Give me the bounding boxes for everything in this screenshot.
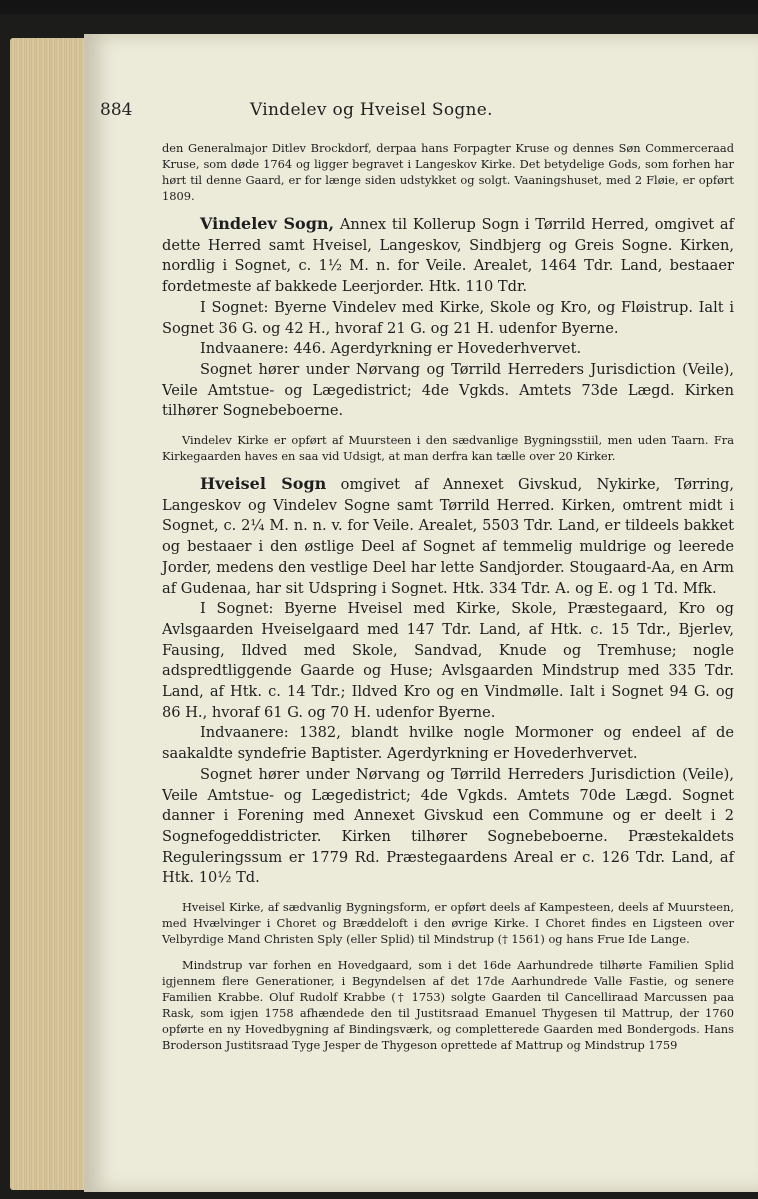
page-content xyxy=(162,140,734,1063)
hveisel-paragraph-4: Sognet hører under Nørvang og Tørrild Herreders Jurisdiction (Veile), Veile Amtstue- og Lægedistrict; 4de Vgkds. Amtets 70de Lægd. Sognet danner i Forening med Annexet Givskud een Commune og er deelt i 2 Sognefogeddistricter. Kirken tilhører Sognebeboerne. Præstekaldets Reguleringssum er 1779 Rd. Præstegaardens Areal er c. 126 Tdr. Land, af Htk. 10½ Td. xyxy=(162,765,734,887)
page-number: 884 xyxy=(100,100,133,120)
hveisel-paragraph-2: I Sognet: Byerne Hveisel med Kirke, Skole, Præstegaard, Kro og Avlsgaarden Hveiselgaard med 147 Tdr. Land, af Htk. c. 15 Tdr., Bjerlev, Fausing, Ildved med Skole, Sandvad, Knude og Tremhuse; nogle adspredtliggende Gaarde og Huse; Avlsgaarden Mindstrup med 335 Tdr. Land, af Htk. c. 14 Tdr.; Ildved Kro og en Vindmølle. Ialt i Sognet 94 G. og 86 H., hvoraf 61 G. og 70 H. udenfor Byerne. xyxy=(162,600,734,721)
vindelev-paragraph-1 xyxy=(162,214,734,298)
page-edges xyxy=(10,38,88,1190)
spacer xyxy=(162,422,734,432)
hveisel-p1-text: omgivet af Annexet Givskud, Nykirke, Tørring, Langeskov og Vindelev Sogne samt Tørrild Herred. Kirken, omtrent midt i Sognet, c. 2¼ M. n. n. v. for Veile. Arealet, 5503 Tdr. Land, er tildeels bakket og bestaaer i den østlige Deel af Sognet af temmelig muldrige og leerede Jorder, medens den vestlige Deel har lette Sandjorder. Stougaard-Aa, en Arm af Gudenaa, har sit Udspring i Sognet. Htk. 334 Tdr. A. og E. og 1 Td. Mfk. xyxy=(162,476,735,597)
vindelev-p1-text: Annex til Kollerup Sogn i Tørrild Herred, omgivet af dette Herred samt Hveisel, Langeskov, Sindbjerg og Greis Sogne. Kirken, nordlig i Sognet, c. 1½ M. n. for Veile. Arealet, 1464 Tdr. Land, bestaaer fordetmeste af bakkede Leerjorder. Htk. 110 Tdr. xyxy=(162,216,735,296)
page-header xyxy=(100,100,540,130)
hveisel-note-1: Hveisel Kirke, af sædvanlig Bygningsform, er opført deels af Kampesteen, deels af Muursteen, med Hvælvinger i Choret og Bræddeloft i den øvrige Kirke. I Choret findes en Ligsteen over Velbyrdige Mand Christen Sply (eller Splid) til Mindstrup († 1561) og hans Frue Ide Lange. xyxy=(162,900,734,947)
hveisel-paragraph-1 xyxy=(162,474,734,599)
hveisel-note-2: Mindstrup var forhen en Hovedgaard, som i det 16de Aarhundrede tilhørte Familien Splid igjennem flere Generationer, i Begyndelsen af det 17de Aarhundrede Valle Fastie, og senere Familien Krabbe. Oluf Rudolf Krabbe († 1753) solgte Gaarden til Cancelliraad Marcussen paa Rask, som igjen 1758 afhændede den til Justitsraad Emanuel Thygesen til Mattrup, der 1760 opførte en ny Hovedbygning af Bindingsværk, og completterede Gaarden med Bondergods. Hans Broderson Justitsraad Tyge Jesper de Thygeson oprettede af Mattrup og Mindstrup 1759 xyxy=(162,958,734,1053)
hveisel-paragraph-3: Indvaanere: 1382, blandt hvilke nogle Mormoner og endeel af de saakaldte syndefrie Baptister. Agerdyrkning er Hovederhvervet. xyxy=(162,724,734,763)
running-title: Vindelev og Hveisel Sogne. xyxy=(250,100,493,120)
vindelev-paragraph-2: I Sognet: Byerne Vindelev med Kirke, Skole og Kro, og Fløistrup. Ialt i Sognet 36 G. og 42 H., hvoraf 21 G. og 21 H. udenfor Byerne. xyxy=(162,298,734,337)
spacer xyxy=(162,889,734,899)
hveisel-heading: Hveisel Sogn xyxy=(200,474,327,494)
vindelev-paragraph-4: Sognet hører under Nørvang og Tørrild Herreders Jurisdiction (Veile), Veile Amtstue- og Lægedistrict; 4de Vgkds. Amtets 73de Lægd. Kirken tilhører Sognebeboerne. xyxy=(162,360,734,420)
vindelev-paragraph-3: Indvaanere: 446. Agerdyrkning er Hovederhvervet. xyxy=(200,340,582,358)
intro-note: den Generalmajor Ditlev Brockdorf, derpaa hans Forpagter Kruse og dennes Søn Commerceraad Kruse, som døde 1764 og ligger begravet i Langeskov Kirke. Det betydelige Gods, som forhen har hørt til denne Gaard, er for længe siden udstykket og solgt. Vaaningshuset, med 2 Fløie, er opført 1809. xyxy=(162,141,734,203)
vindelev-note: Vindelev Kirke er opført af Muursteen i den sædvanlige Bygningsstiil, men uden Taarn. Fra Kirkegaarden haves en saa vid Udsigt, at man derfra kan tælle over 20 Kirker. xyxy=(162,433,734,464)
vindelev-heading: Vindelev Sogn, xyxy=(200,214,335,233)
